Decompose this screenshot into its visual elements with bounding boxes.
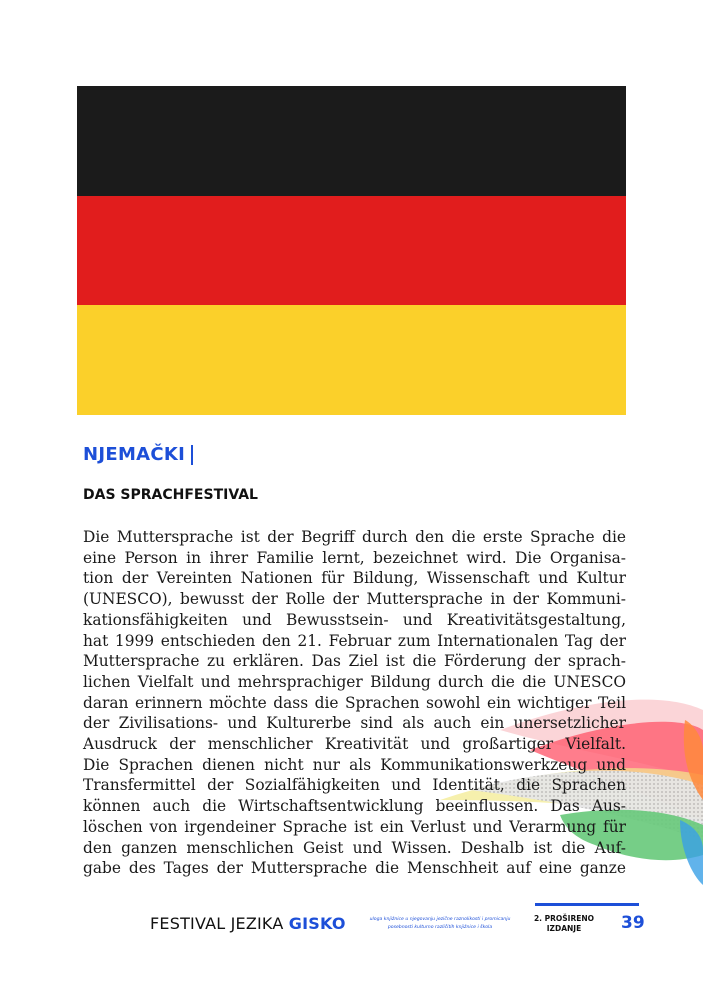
footer-title-brand: GISKO bbox=[288, 914, 346, 933]
edition-label bbox=[533, 914, 595, 934]
footer-tagline: uloga knjižnice u njegovanju jezične raznolikosti i promicanju posebnosti kulturno različitih knjižnice i škola bbox=[369, 917, 511, 930]
body-line: können auch die Wirtschaftsentwicklung beeinflussen. Das Aus- bbox=[83, 797, 626, 816]
body-line: den ganzen menschlichen Geist und Wissen. Deshalb ist die Auf- bbox=[83, 838, 626, 857]
body-line: Die Sprachen dienen nicht nur als Kommunikationswerkzeug und bbox=[83, 755, 626, 774]
footer-title-prefix: FESTIVAL JEZIKA bbox=[150, 914, 284, 933]
flag-stripe-gold bbox=[77, 305, 626, 415]
page-number: 39 bbox=[621, 913, 645, 933]
edition-divider bbox=[535, 903, 639, 906]
body-line: Transfermittel der Sozialfähigkeiten und Identität, die Sprachen bbox=[83, 776, 626, 795]
edition-line-2: IZDANJE bbox=[546, 924, 582, 933]
body-line: gabe des Tages der Muttersprache die Menschheit auf eine ganze bbox=[83, 859, 626, 878]
body-line: lichen Vielfalt und mehrsprachiger Bildung durch die die UNESCO bbox=[83, 672, 626, 691]
body-line: der Zivilisations- und Kulturerbe sind als auch ein unersetzlicher bbox=[83, 714, 626, 733]
flag-stripe-black bbox=[77, 86, 626, 196]
section-title bbox=[83, 444, 193, 465]
flag-stripe-red bbox=[77, 196, 626, 306]
german-flag bbox=[77, 86, 626, 415]
section-title-text: NJEMAČKI bbox=[83, 444, 186, 465]
title-divider-bar bbox=[191, 445, 193, 465]
body-paragraph bbox=[83, 527, 626, 879]
footer-title bbox=[150, 914, 346, 933]
body-line: Ausdruck der menschlicher Kreativität und großartiger Vielfalt. bbox=[83, 735, 626, 754]
body-line: kationsfähigkeiten und Bewusstsein- und Kreativitätsgestaltung, bbox=[83, 610, 626, 629]
body-line: Muttersprache zu erklären. Das Ziel ist die Förderung der sprach- bbox=[83, 652, 626, 671]
body-line: daran erinnern möchte dass die Sprachen sowohl ein wichtiger Teil bbox=[83, 693, 626, 712]
body-line: eine Person in ihrer Familie lernt, bezeichnet wird. Die Organisa- bbox=[83, 548, 626, 567]
body-line: (UNESCO), bewusst der Rolle der Muttersprache in der Kommuni- bbox=[83, 590, 626, 609]
body-line: Die Muttersprache ist der Begriff durch den die erste Sprache die bbox=[83, 528, 626, 546]
body-line: tion der Vereinten Nationen für Bildung, Wissenschaft und Kultur bbox=[83, 569, 626, 588]
section-subtitle: DAS SPRACHFESTIVAL bbox=[83, 487, 258, 503]
body-line: hat 1999 entschieden den 21. Februar zum Internationalen Tag der bbox=[83, 631, 626, 650]
edition-line-1: 2. PROŠIRENO bbox=[533, 914, 595, 923]
body-line: löschen von irgendeiner Sprache ist ein Verlust und Verarmung für bbox=[83, 817, 626, 836]
